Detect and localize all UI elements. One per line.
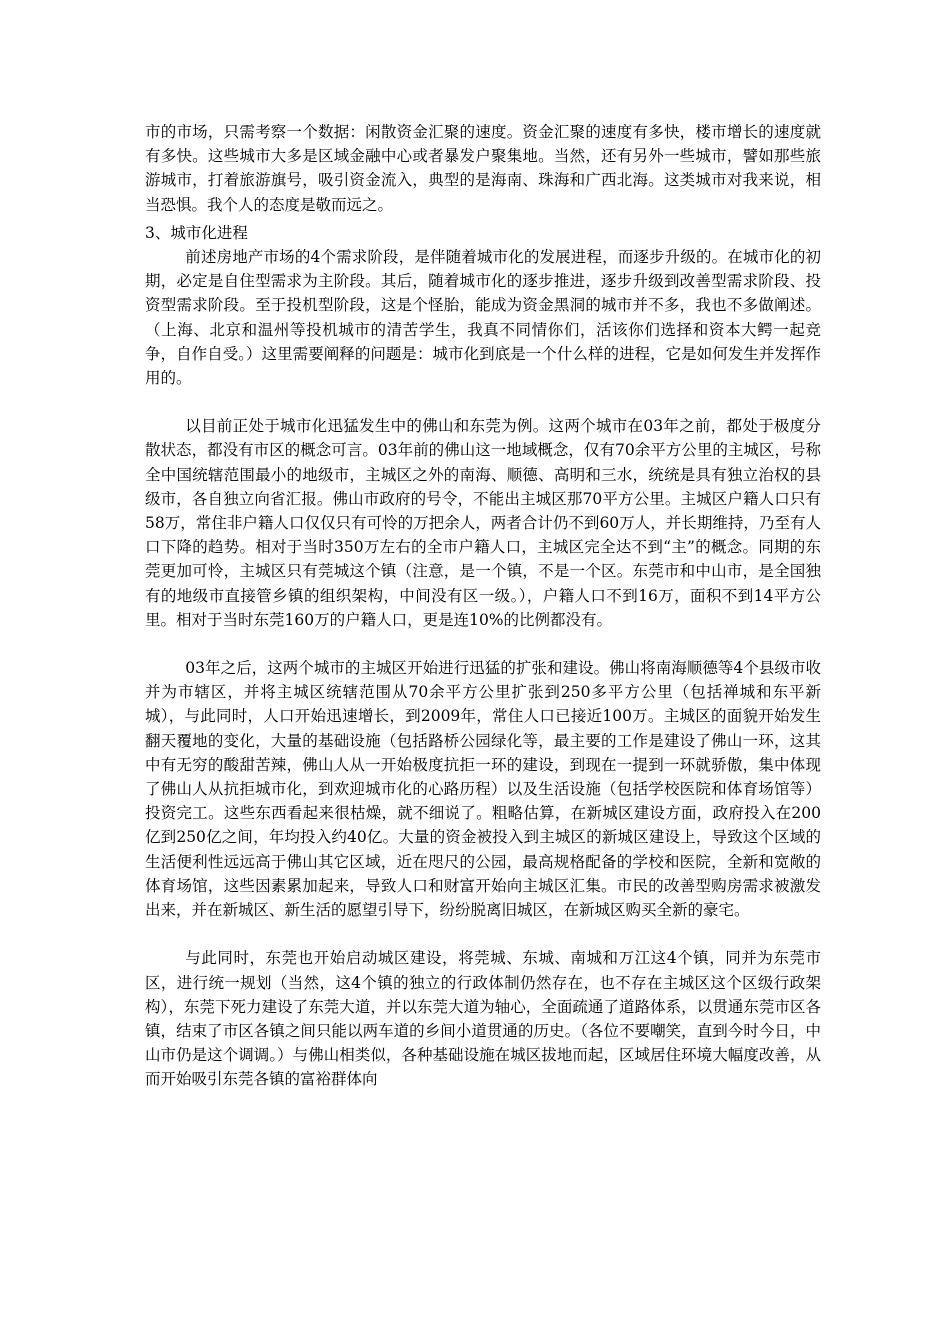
paragraph-2: 前述房地产市场的4个需求阶段，是伴随着城市化的发展进程，而逐步升级的。在城市化的初期，必定是自住型需求为主阶段。其后，随着城市化的逐步推进，逐步升级到改善型需求阶段、投资型需求阶段。至于投机型阶段，这是个怪胎，能成为资金黑洞的城市并不多，我也不多做阐述。（上海、北京和温州等投机城市的清苦学生，我真不同情你们，活该你们选择和资本大鳄一起竞争，自作自受。）这里需要阐释的问题是：城市化到底是一个什么样的进程，它是如何发生并发挥作用的。 bbox=[145, 248, 821, 388]
paragraph-1: 市的市场，只需考察一个数据：闲散资金汇聚的速度。资金汇聚的速度有多快，楼市增长的速度就有多快。这些城市大多是区域金融中心或者暴发户聚集地。当然，还有另外一些城市，譬如那些旅游城市，打着旅游旗号，吸引资金流入，典型的是海南、珠海和广西北海。这类城市对我来说，相当恐惧。我个人的态度是敬而远之。 bbox=[145, 123, 821, 214]
paragraph-3: 以目前正处于城市化迅猛发生中的佛山和东莞为例。这两个城市在03年之前，都处于极度分散状态，都没有市区的概念可言。03年前的佛山这一地域概念，仅有70余平方公里的主城区，号称全中国统辖范围最小的地级市，主城区之外的南海、顺德、高明和三水，统统是具有独立治权的县级市，各自独立向省汇报。佛山市政府的号令，不能出主城区那70平方公里。主城区户籍人口只有58万，常住非户籍人口仅仅只有可怜的万把余人，两者合计仍不到60万人，并长期维持，乃至有人口下降的趋势。相对于当时350万左右的全市户籍人口，主城区完全达不到“主”的概念。同期的东莞更加可怜，主城区只有莞城这个镇（注意，是一个镇，不是一个区。东莞市和中山市，是全国独有的地级市直接管乡镇的组织架构，中间没有区一级。），户籍人口不到16万，面积不到14平方公里。相对于当时东莞160万的户籍人口，更是连10%的比例都没有。 bbox=[145, 417, 821, 629]
document-page bbox=[145, 120, 821, 1092]
spacer bbox=[145, 390, 821, 414]
spacer bbox=[145, 922, 821, 946]
section-heading: 3、城市化进程 bbox=[145, 223, 248, 242]
paragraph-4: 03年之后，这两个城市的主城区开始进行迅猛的扩张和建设。佛山将南海顺德等4个县级市收并为市辖区，并将主城区统辖范围从70余平方公里扩张到250多平方公里（包括禅城和东平新城），与此同时，人口开始迅速增长，到2009年，常住人口已接近100万。主城区的面貌开始发生翻天覆地的变化，大量的基础设施（包括路桥公园绿化等，最主要的工作是建设了佛山一环，这其中有无穷的酸甜苦辣，佛山人从一开始极度抗拒一环的建设，到现在一提到一环就骄傲，集中体现了佛山人从抗拒城市化，到欢迎城市化的心路历程）以及生活设施（包括学校医院和体育场馆等）投资完工。这些东西看起来很枯燥，就不细说了。粗略估算，在新城区建设方面，政府投入在200亿到250亿之间，年均投入约40亿。大量的资金被投入到主城区的新城区建设上，导致这个区域的生活便利性远远高于佛山其它区域，近在咫尺的公园，最高规格配备的学校和医院，全新和宽敞的体育场馆，这些因素累加起来，导致人口和财富开始向主城区汇集。市民的改善型购房需求被激发出来，并在新城区、新生活的愿望引导下，纷纷脱离旧城区，在新城区购买全新的豪宅。 bbox=[145, 659, 821, 920]
spacer bbox=[145, 632, 821, 656]
paragraph-5: 与此同时，东莞也开始启动城区建设，将莞城、东城、南城和万江这4个镇，同并为东莞市区，进行统一规划（当然，这4个镇的独立的行政体制仍然存在，也不存在主城区这个区级行政架构），东莞下死力建设了东莞大道，并以东莞大道为轴心，全面疏通了道路体系，以贯通东莞市区各镇，结束了市区各镇之间只能以两车道的乡间小道贯通的历史。（各位不要嘲笑，直到今时今日，中山市仍是这个调调。）与佛山相类似，各种基础设施在城区拔地而起，区域居住环境大幅度改善，从而开始吸引东莞各镇的富裕群体向 bbox=[145, 949, 821, 1089]
